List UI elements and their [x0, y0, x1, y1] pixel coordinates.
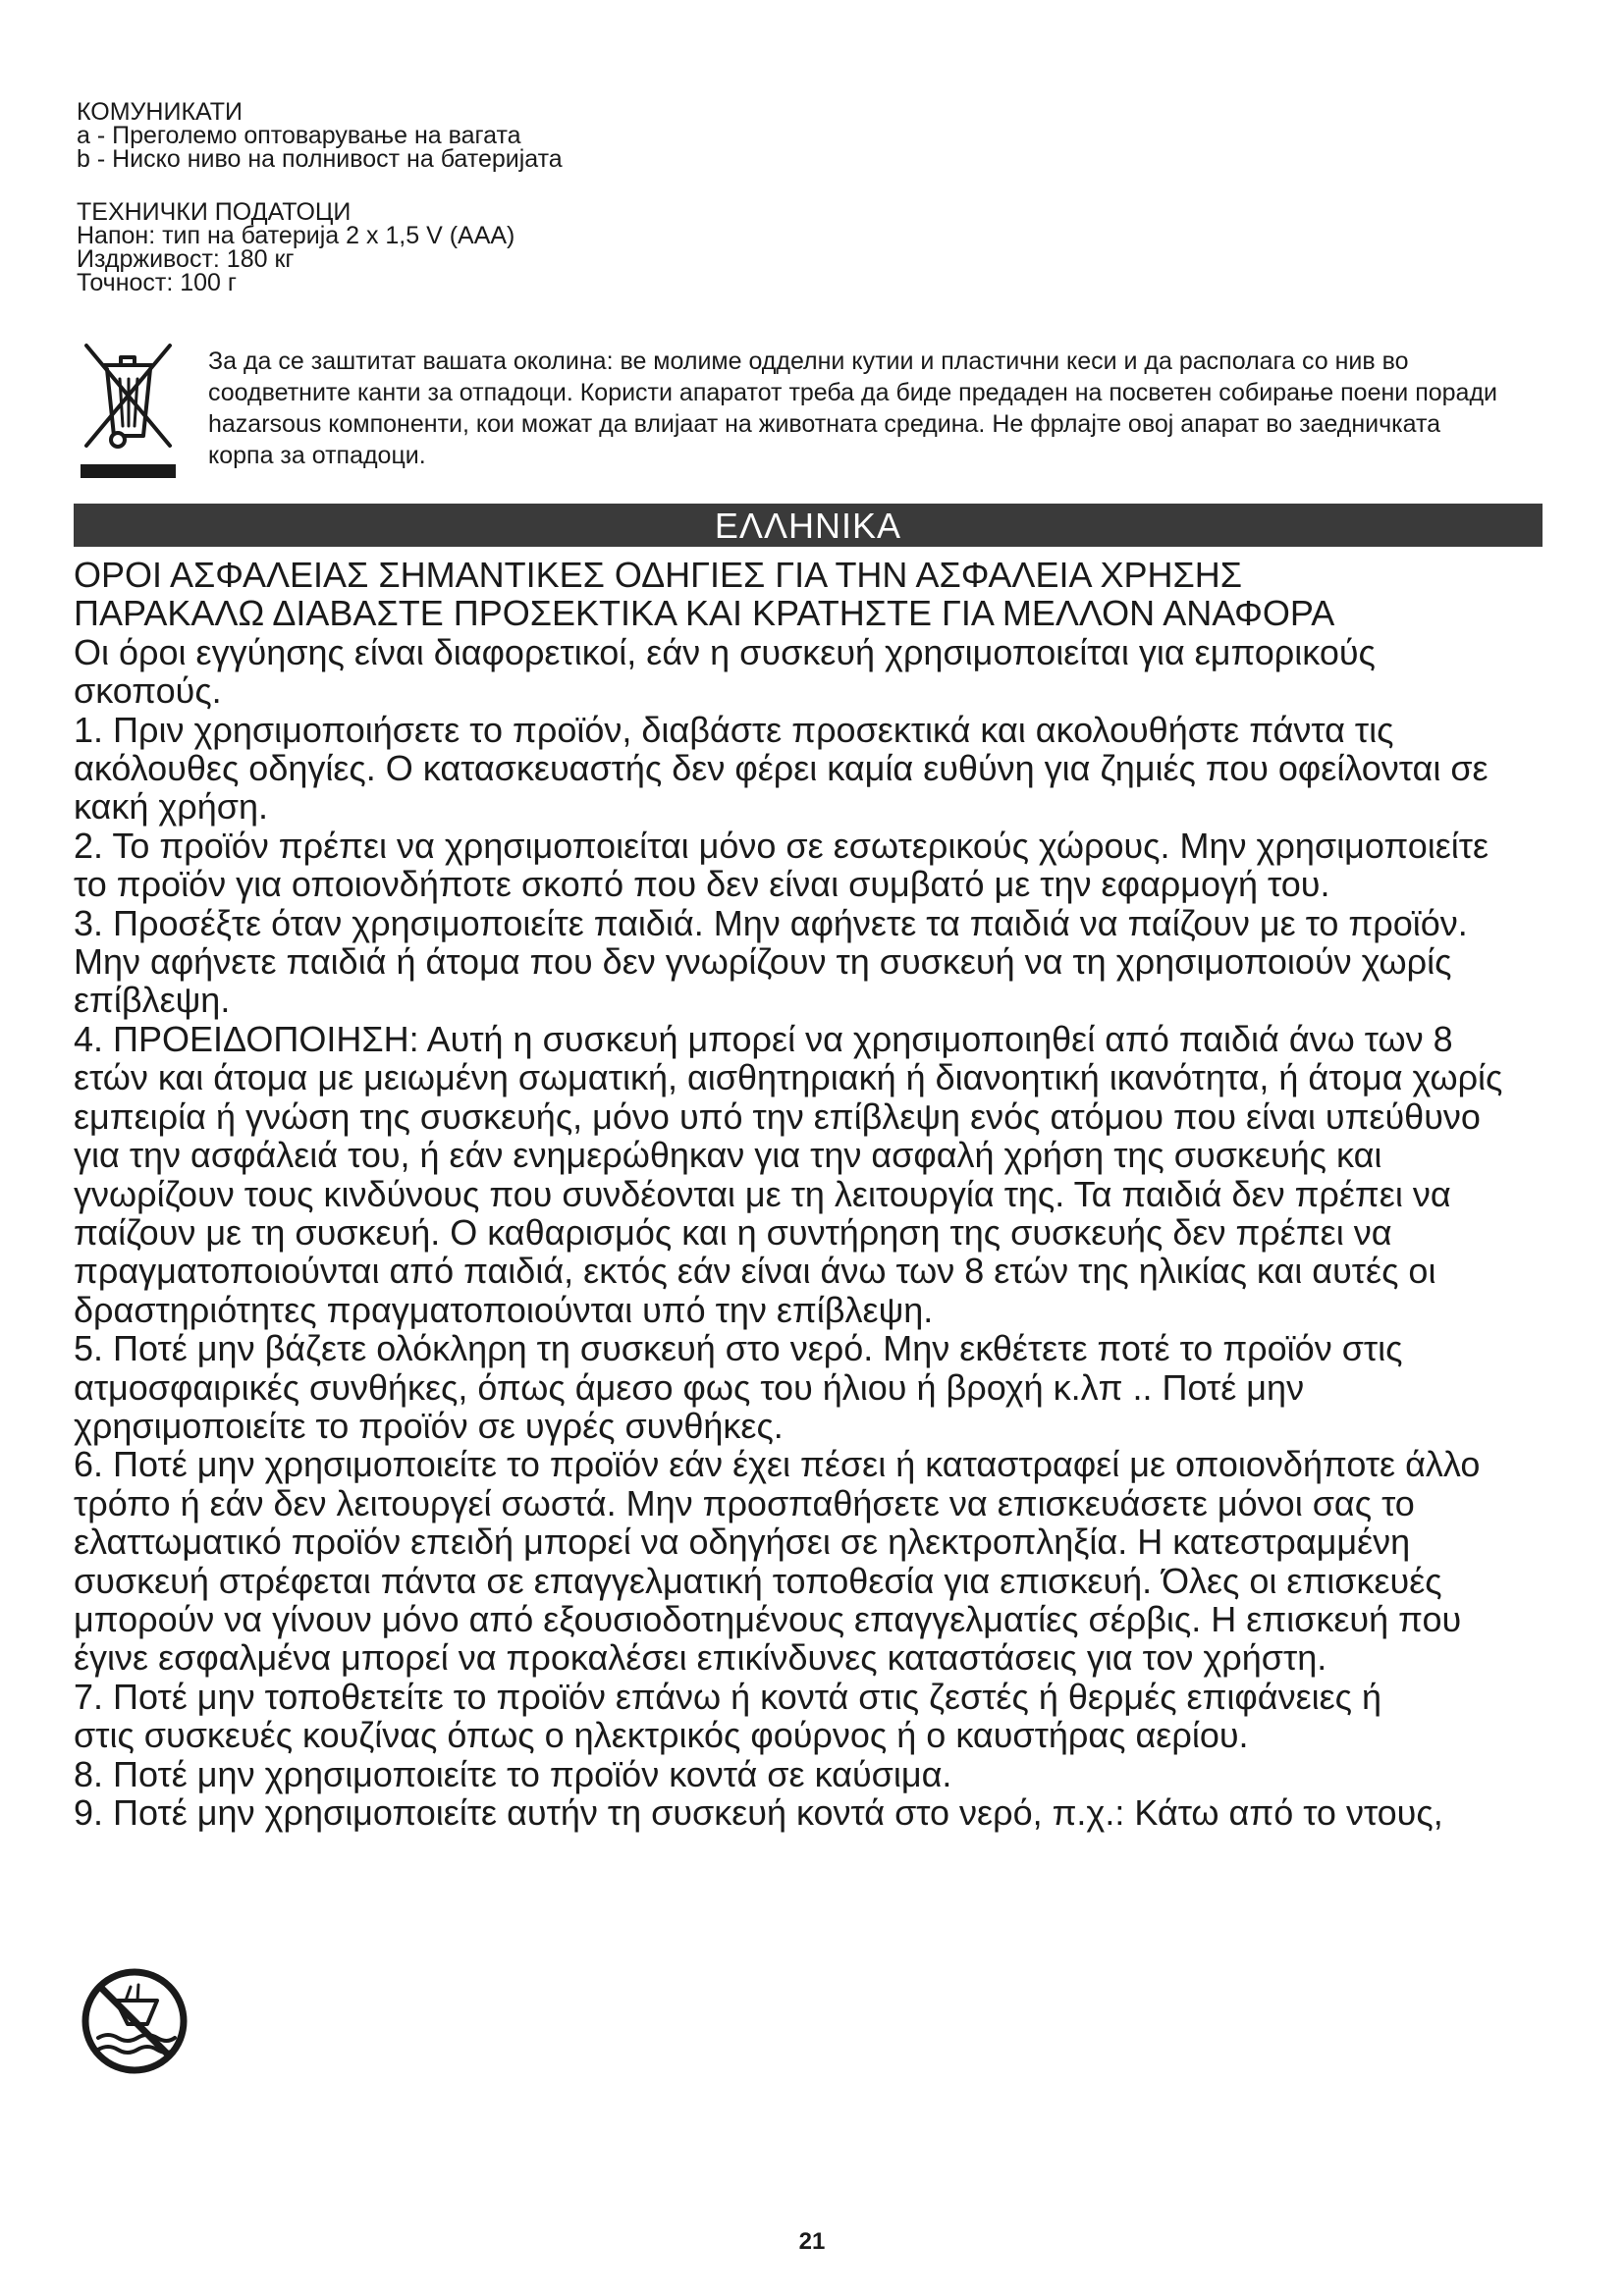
messages-heading: КОМУНИКАТИ	[77, 98, 243, 126]
text-line: εμπειρία ή γνώση της συσκευής, μόνο υπό την επίβλεψη ενός ατόμου που είναι υπεύθυνο	[74, 1095, 1481, 1137]
text-line: 3. Προσέξτε όταν χρησιμοποιείτε παιδιά. Μην αφήνετε τα παιδιά να παίζουν με το προϊόν.	[74, 902, 1468, 943]
text-line: Μην αφήνετε παιδιά ή άτομα που δεν γνωρίζουν τη συσκευή να τη χρησιμοποιούν χωρίς	[74, 941, 1452, 983]
text-line: σκοπούς.	[74, 670, 222, 712]
section-banner: ΕΛΛΗΝΙΚΑ	[74, 504, 1543, 547]
specs-heading: ТЕХНИЧКИ ПОДАТОЦИ	[77, 198, 352, 226]
safety-heading: ΟΡΟΙ ΑΣΦΑΛΕΙΑΣ ΣΗΜΑΝΤΙΚΕΣ ΟΔΗΓΙΕΣ ΓΙΑ ΤΗΝ ΑΣΦΑΛΕΙΑ ΧΡΗΣΗΣ	[74, 555, 1243, 595]
text-line: παίζουν με τη συσκευή. Ο καθαρισμός και η συντήρηση της συσκευής δεν πρέπει να	[74, 1211, 1392, 1253]
text-line: 4. ΠΡΟΕΙΔΟΠΟΙΗΣΗ: Αυτή η συσκευή μπορεί να χρησιμοποιηθεί από παιδιά άνω των 8	[74, 1018, 1453, 1059]
safety-heading: ΠΑΡΑΚΑΛΩ ΔΙΑΒΑΣΤΕ ΠΡΟΣΕΚΤΙΚΑ ΚΑΙ ΚΡΑΤΗΣΤΕ ΓΙΑ ΜΕΛΛΟΝ ΑΝΑΦΟΡΑ	[74, 593, 1335, 634]
environment-line: За да се заштитат вашата околина: ве молиме одделни кутии и пластични кеси и да располага со нив во	[208, 347, 1409, 375]
text-line: κακή χρήση.	[74, 786, 269, 828]
environment-notice	[208, 346, 1563, 471]
text-line: 9. Ποτέ μην χρησιμοποιείτε αυτήν τη συσκευή κοντά στο νερό, π.χ.: Κάτω από το ντους,	[74, 1792, 1443, 1833]
text-line: για την ασφάλειά του, ή εάν ενημερώθηκαν για την ασφαλή χρήση της συσκευής και	[74, 1135, 1382, 1176]
text-line: δραστηριότητες πραγματοποιούνται υπό την επίβλεψη.	[74, 1289, 934, 1330]
text-line: μπορούν να γίνουν μόνο από εξουσιοδοτημένους επαγγελματίες σέρβις. Η επισκευή που	[74, 1598, 1462, 1639]
weee-bin-icon	[77, 336, 180, 483]
text-line: ακόλουθες οδηγίες. Ο κατασκευαστής δεν φέρει καμία ευθύνη για ζημιές που οφείλονται σε	[74, 748, 1489, 789]
message-item: a - Преголемо оптоварување на вагата	[77, 122, 521, 149]
text-line: επίβλεψη.	[74, 980, 231, 1021]
text-line: γνωρίζουν τους κινδύνους που συνδέονται με τη λειτουργία της. Τα παιδιά δεν πρέπει να	[74, 1173, 1451, 1214]
text-line: στις συσκευές κουζίνας όπως ο ηλεκτρικός φούρνος ή ο καυστήρας αερίου.	[74, 1715, 1249, 1756]
text-line: το προϊόν για οποιονδήποτε σκοπό που δεν είναι συμβατό με την εφαρμογή του.	[74, 864, 1330, 905]
environment-line: hazarsous компоненти, кои можат да влијаат на животната средина. Не фрлајте овој апарат во заедничката	[208, 410, 1441, 438]
text-line: ατμοσφαιρικές συνθήκες, όπως άμεσο φως του ήλιου ή βροχή κ.λπ .. Ποτέ μην	[74, 1366, 1305, 1408]
environment-line: корпа за отпадоци.	[208, 442, 426, 469]
text-line: έγινε εσφαλμένα μπορεί να προκαλέσει επικίνδυνες καταστάσεις για τον χρήστη.	[74, 1637, 1327, 1679]
message-item: b - Ниско ниво на полнивост на батеријата	[77, 145, 563, 173]
greek-safety-text	[74, 556, 1566, 1832]
spec-item: Точност: 100 г	[77, 269, 238, 296]
text-line: 1. Πριν χρησιμοποιήσετε το προϊόν, διαβάστε προσεκτικά και ακολουθήστε πάντα τις	[74, 709, 1394, 750]
macedonian-section	[77, 100, 1549, 294]
page-number: 21	[798, 2228, 826, 2255]
text-line: χρησιμοποιείτε το προϊόν σε υγρές συνθήκες.	[74, 1405, 784, 1446]
spec-item: Напон: тип на батерија 2 x 1,5 V (AAA)	[77, 222, 515, 249]
environment-line: соодветните канти за отпадоци. Користи апаратот треба да биде предаден на посветен собирање поени поради	[208, 379, 1498, 406]
text-line: 7. Ποτέ μην τοποθετείτε το προϊόν επάνω ή κοντά στις ζεστές ή θερμές επιφάνειες ή	[74, 1676, 1382, 1717]
text-line: ετών και άτομα με μειωμένη σωματική, αισθητηριακή ή διανοητική ικανότητα, ή άτομα χωρίς	[74, 1057, 1503, 1098]
text-line: συσκευή στρέφεται πάντα σε επαγγελματική τοποθεσία για επισκευή. Όλες οι επισκευές	[74, 1560, 1442, 1601]
no-water-icon	[77, 1963, 192, 2079]
text-line: τρόπο ή εάν δεν λειτουργεί σωστά. Μην προσπαθήσετε να επισκευάσετε μόνοι σας το	[74, 1482, 1415, 1523]
text-line: Οι όροι εγγύησης είναι διαφορετικοί, εάν η συσκευή χρησιμοποιείται για εμπορικούς	[74, 631, 1376, 672]
text-line: 2. Το προϊόν πρέπει να χρησιμοποιείται μόνο σε εσωτερικούς χώρους. Μην χρησιμοποιείτε	[74, 825, 1489, 866]
spec-item: Издрживост: 180 кг	[77, 245, 295, 273]
text-line: πραγματοποιούνται από παιδιά, εκτός εάν είναι άνω των 8 ετών της ηλικίας και αυτές οι	[74, 1251, 1436, 1292]
text-line: 5. Ποτέ μην βάζετε ολόκληρη τη συσκευή στο νερό. Μην εκθέτετε ποτέ το προϊόν στις	[74, 1328, 1403, 1369]
text-line: ελαττωματικό προϊόν επειδή μπορεί να οδηγήσει σε ηλεκτροπληξία. Η κατεστραμμένη	[74, 1522, 1411, 1563]
text-line: 6. Ποτέ μην χρησιμοποιείτε το προϊόν εάν έχει πέσει ή καταστραφεί με οποιονδήποτε άλλο	[74, 1444, 1481, 1485]
text-line: 8. Ποτέ μην χρησιμοποιείτε το προϊόν κοντά σε καύσιμα.	[74, 1753, 952, 1794]
